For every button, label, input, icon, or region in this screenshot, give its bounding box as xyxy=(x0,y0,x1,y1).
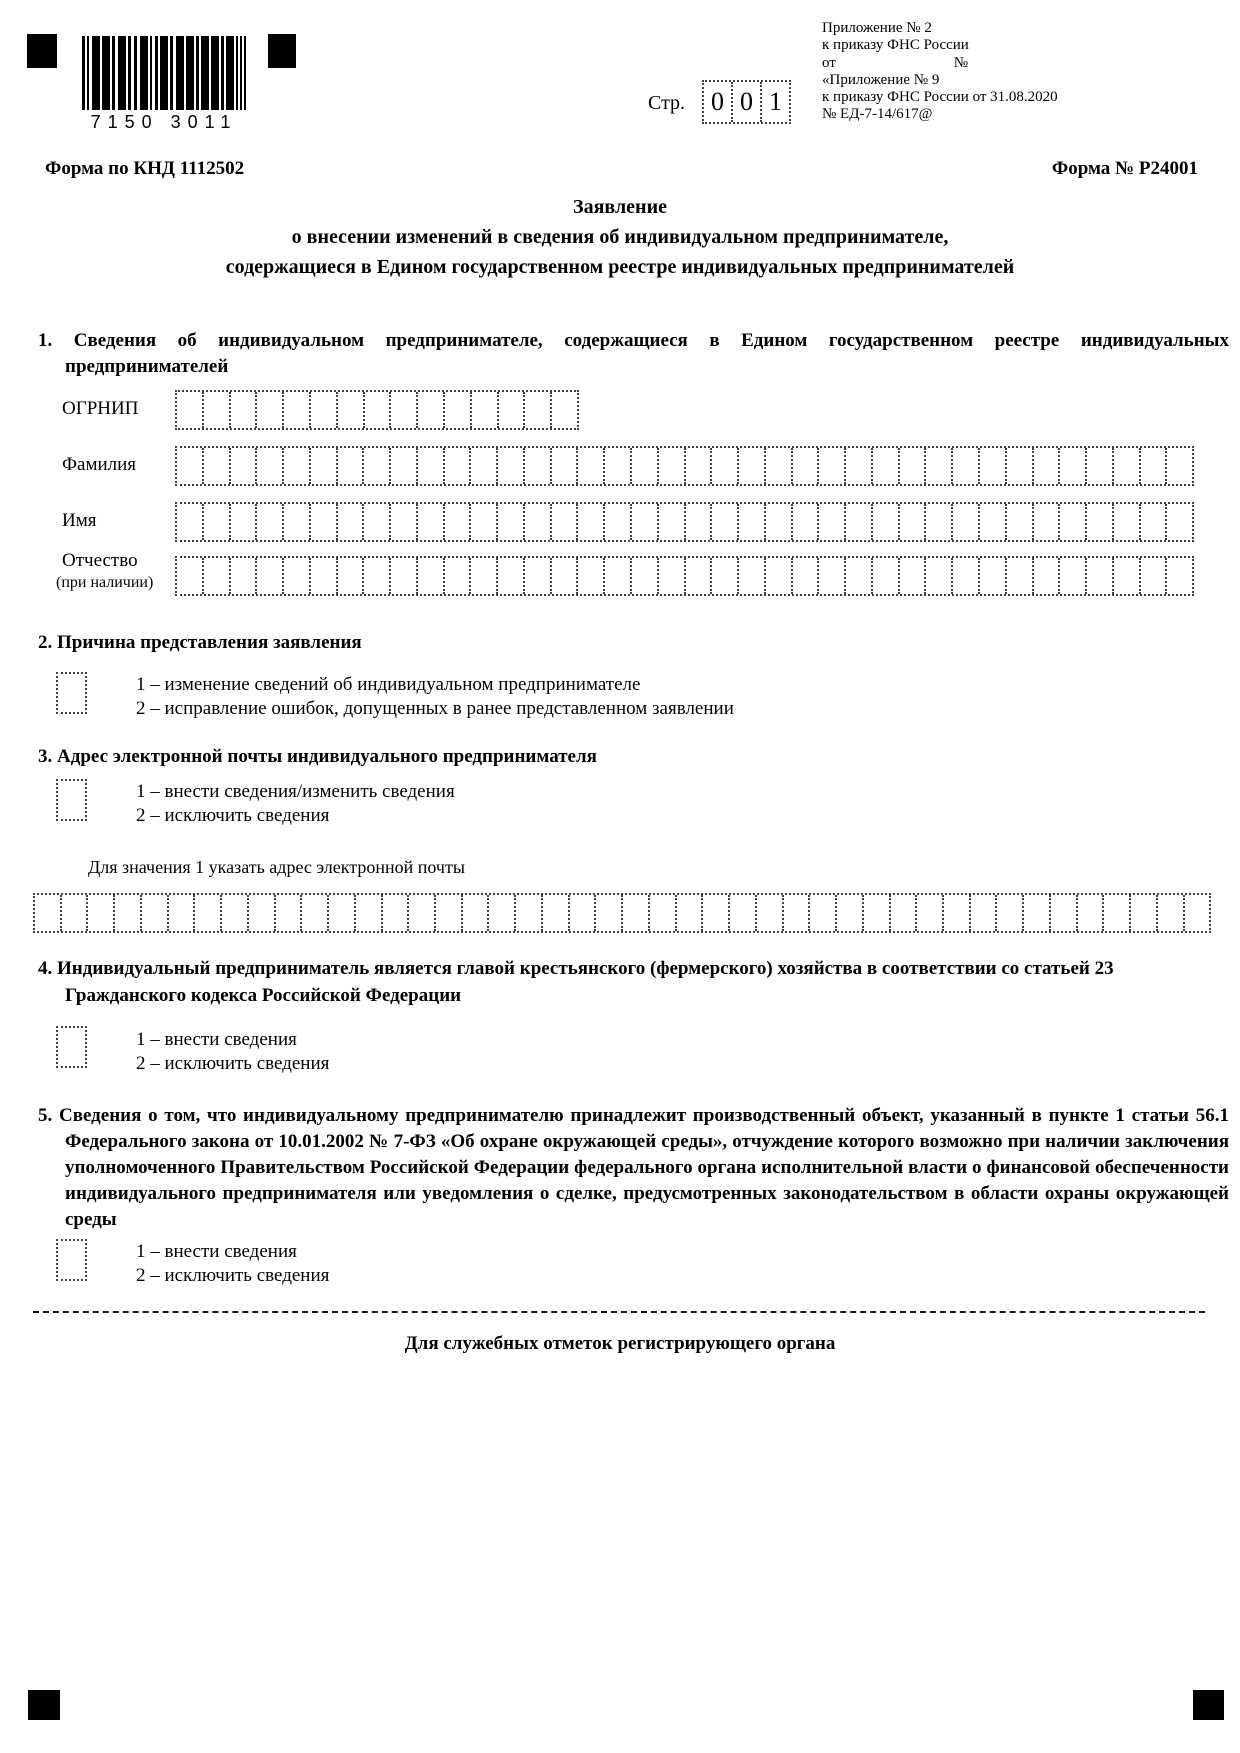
input-cell xyxy=(686,558,713,594)
input-cell xyxy=(284,392,311,428)
input-cell xyxy=(525,392,552,428)
appendix-line: Приложение № 2 xyxy=(822,20,932,36)
input-cell xyxy=(302,895,329,931)
barcode-digits: 7150 3011 xyxy=(90,112,238,132)
input-cell xyxy=(793,504,820,540)
input-cell xyxy=(712,504,739,540)
farm-option-2: 2 – исключить сведения xyxy=(136,1053,330,1074)
input-cell xyxy=(703,895,730,931)
input-cell xyxy=(980,448,1007,484)
input-cell xyxy=(917,895,944,931)
production-object-checkbox[interactable] xyxy=(56,1239,87,1281)
section2-heading: 2. Причина представления заявления xyxy=(38,632,362,653)
input-cell xyxy=(1087,448,1114,484)
lastname-field[interactable] xyxy=(175,446,1194,486)
lastname-label: Фамилия xyxy=(62,454,137,475)
input-cell xyxy=(231,448,258,484)
input-cell xyxy=(418,392,445,428)
barcode-icon xyxy=(82,36,246,110)
reason-checkbox[interactable] xyxy=(56,672,87,714)
firstname-field[interactable] xyxy=(175,502,1194,542)
input-cell xyxy=(846,448,873,484)
input-cell xyxy=(712,558,739,594)
input-cell xyxy=(900,448,927,484)
input-cell xyxy=(1024,895,1051,931)
input-cell xyxy=(623,895,650,931)
section5-options xyxy=(136,1240,329,1288)
input-cell xyxy=(578,448,605,484)
form-number: Форма № Р24001 xyxy=(1051,158,1198,179)
reason-option-2: 2 – исправление ошибок, допущенных в ранее представленном заявлении xyxy=(136,698,734,719)
input-cell xyxy=(1185,895,1210,931)
input-cell xyxy=(1167,558,1192,594)
input-cell xyxy=(391,558,418,594)
section3-heading: 3. Адрес электронной почты индивидуального предпринимателя xyxy=(38,746,597,767)
input-cell xyxy=(1078,895,1105,931)
input-cell xyxy=(552,504,579,540)
input-cell xyxy=(686,504,713,540)
input-cell xyxy=(364,504,391,540)
input-cell xyxy=(329,895,356,931)
input-cell xyxy=(436,895,463,931)
input-cell xyxy=(472,392,499,428)
email-hint: Для значения 1 указать адрес электронной почты xyxy=(88,857,465,877)
input-cell xyxy=(204,392,231,428)
input-cell xyxy=(900,558,927,594)
input-cell xyxy=(249,895,276,931)
patronymic-label: Отчество xyxy=(62,550,138,571)
input-cell xyxy=(953,504,980,540)
input-cell xyxy=(257,558,284,594)
input-cell xyxy=(953,448,980,484)
input-cell xyxy=(793,558,820,594)
form-title-line3: содержащиеся в Едином государственном реестре индивидуальных предпринимателей xyxy=(225,256,1015,278)
input-cell xyxy=(88,895,115,931)
email-option-2: 2 – исключить сведения xyxy=(136,805,330,826)
appendix-line: № ЕД-7-14/617@ xyxy=(822,106,933,123)
email-field[interactable] xyxy=(33,893,1211,933)
registration-mark-bottom-right xyxy=(1193,1690,1224,1720)
input-cell xyxy=(498,558,525,594)
registration-mark-top-left xyxy=(27,34,57,68)
input-cell xyxy=(784,895,811,931)
input-cell xyxy=(257,504,284,540)
page-number-field xyxy=(702,80,791,124)
input-cell xyxy=(391,504,418,540)
input-cell xyxy=(257,448,284,484)
input-cell xyxy=(498,448,525,484)
input-cell xyxy=(980,504,1007,540)
input-cell xyxy=(231,558,258,594)
input-cell xyxy=(471,558,498,594)
input-cell xyxy=(846,504,873,540)
input-cell xyxy=(204,558,231,594)
input-cell xyxy=(276,895,303,931)
input-cell xyxy=(605,448,632,484)
appendix-number-sign: № xyxy=(953,54,968,71)
input-cell xyxy=(605,504,632,540)
input-cell xyxy=(766,448,793,484)
input-cell xyxy=(900,504,927,540)
input-cell xyxy=(677,895,704,931)
input-cell xyxy=(338,558,365,594)
input-cell xyxy=(445,504,472,540)
input-cell xyxy=(543,895,570,931)
input-cell xyxy=(364,558,391,594)
form-title-line1: Заявление xyxy=(573,196,667,218)
farm-head-checkbox[interactable] xyxy=(56,1026,87,1068)
input-cell xyxy=(819,504,846,540)
page-number-cell: 0 xyxy=(704,82,733,122)
input-cell xyxy=(1114,504,1141,540)
input-cell xyxy=(1034,448,1061,484)
input-cell xyxy=(284,558,311,594)
page-number-cell: 0 xyxy=(733,82,762,122)
input-cell xyxy=(1141,504,1168,540)
section5-heading: 5. Сведения о том, что индивидуальному предпринимателю принадлежит производственный объект, указанный в пункте 1 статьи 56.1 Федерального закона от 10.01.2002 № 7-ФЗ «Об охране окружающей среды», отчуждение которого возможно при наличии заключения уполномоченного Правительством Российской Федерации федерального органа исполнительной власти о финансовой обеспеченности индивидуального предпринимателя или уведомления о сделке, предусмотренных законодательством в области охраны окружающей среды xyxy=(38,1105,1229,1230)
input-cell xyxy=(819,448,846,484)
input-cell xyxy=(926,558,953,594)
reason-option-1: 1 – изменение сведений об индивидуальном предпринимателе xyxy=(136,674,641,695)
patronymic-note: (при наличии) xyxy=(56,574,154,591)
input-cell xyxy=(552,558,579,594)
patronymic-field[interactable] xyxy=(175,556,1194,596)
input-cell xyxy=(383,895,410,931)
cut-line xyxy=(33,1311,1205,1313)
input-cell xyxy=(810,895,837,931)
input-cell xyxy=(463,895,490,931)
input-cell xyxy=(311,448,338,484)
input-cell xyxy=(739,448,766,484)
input-cell xyxy=(311,392,338,428)
input-cell xyxy=(864,895,891,931)
input-cell xyxy=(1007,558,1034,594)
input-cell xyxy=(757,895,784,931)
firstname-label: Имя xyxy=(62,510,97,531)
registration-mark-top-right xyxy=(268,34,296,68)
input-cell xyxy=(819,558,846,594)
input-cell xyxy=(659,448,686,484)
input-cell xyxy=(926,504,953,540)
input-cell xyxy=(445,392,472,428)
input-cell xyxy=(338,448,365,484)
input-cell xyxy=(873,504,900,540)
input-cell xyxy=(1060,558,1087,594)
input-cell xyxy=(1007,448,1034,484)
page-label: Стр. xyxy=(648,92,686,114)
input-cell xyxy=(338,504,365,540)
input-cell xyxy=(62,895,89,931)
input-cell xyxy=(177,504,204,540)
input-cell xyxy=(115,895,142,931)
email-option-1: 1 – внести сведения/изменить сведения xyxy=(136,781,455,802)
input-cell xyxy=(953,558,980,594)
input-cell xyxy=(1158,895,1185,931)
input-cell xyxy=(605,558,632,594)
input-cell xyxy=(284,504,311,540)
input-cell xyxy=(1141,448,1168,484)
input-cell xyxy=(739,558,766,594)
appendix-line xyxy=(822,55,968,72)
input-cell xyxy=(1114,558,1141,594)
input-cell xyxy=(418,448,445,484)
input-cell xyxy=(1131,895,1158,931)
input-cell xyxy=(391,448,418,484)
input-cell xyxy=(686,448,713,484)
input-cell xyxy=(489,895,516,931)
input-cell xyxy=(356,895,383,931)
ogrnip-label: ОГРНИП xyxy=(62,398,139,419)
input-cell xyxy=(177,392,204,428)
input-cell xyxy=(1060,448,1087,484)
appendix-line: к приказу ФНС России от 31.08.2020 xyxy=(822,89,1058,106)
input-cell xyxy=(311,558,338,594)
form-knd-code: Форма по КНД 1112502 xyxy=(45,158,245,179)
input-cell xyxy=(364,448,391,484)
input-cell xyxy=(222,895,249,931)
input-cell xyxy=(1051,895,1078,931)
input-cell xyxy=(525,504,552,540)
form-title xyxy=(0,192,1240,282)
input-cell xyxy=(739,504,766,540)
input-cell xyxy=(1007,504,1034,540)
input-cell xyxy=(659,558,686,594)
input-cell xyxy=(418,504,445,540)
page-number-cell: 1 xyxy=(769,87,782,116)
section4-heading: 4. Индивидуальный предприниматель является главой крестьянского (фермерского) хозяйства в соответствии со статьей 23 Гражданского кодекса Российской Федерации xyxy=(38,958,1114,1006)
input-cell xyxy=(169,895,196,931)
input-cell xyxy=(971,895,998,931)
input-cell xyxy=(284,448,311,484)
registration-mark-bottom-left xyxy=(28,1690,60,1720)
input-cell xyxy=(204,504,231,540)
input-cell xyxy=(578,558,605,594)
email-action-checkbox[interactable] xyxy=(56,779,87,821)
input-cell xyxy=(632,504,659,540)
appendix-reference xyxy=(822,20,1082,124)
input-cell xyxy=(596,895,623,931)
input-cell xyxy=(338,392,365,428)
input-cell xyxy=(177,448,204,484)
input-cell xyxy=(650,895,677,931)
input-cell xyxy=(1167,504,1192,540)
input-cell xyxy=(498,504,525,540)
input-cell xyxy=(418,558,445,594)
input-cell xyxy=(231,504,258,540)
appendix-line: к приказу ФНС России xyxy=(822,37,969,54)
input-cell xyxy=(730,895,757,931)
input-cell xyxy=(1087,558,1114,594)
input-cell xyxy=(311,504,338,540)
input-cell xyxy=(570,895,597,931)
input-cell xyxy=(980,558,1007,594)
appendix-from-label: от xyxy=(822,54,836,71)
input-cell xyxy=(1060,504,1087,540)
input-cell xyxy=(1167,448,1192,484)
section4-options xyxy=(136,1028,329,1076)
input-cell xyxy=(1141,558,1168,594)
section3-options xyxy=(136,780,455,828)
input-cell xyxy=(659,504,686,540)
input-cell xyxy=(471,448,498,484)
input-cell xyxy=(926,448,953,484)
input-cell xyxy=(712,448,739,484)
input-cell xyxy=(525,558,552,594)
input-cell xyxy=(846,558,873,594)
production-option-2: 2 – исключить сведения xyxy=(136,1265,330,1286)
input-cell xyxy=(552,448,579,484)
input-cell xyxy=(409,895,436,931)
form-title-line2: о внесении изменений в сведения об индивидуальном предпринимателе, xyxy=(291,226,949,248)
production-option-1: 1 – внести сведения xyxy=(136,1241,297,1262)
service-marks-label: Для служебных отметок регистрирующего органа xyxy=(404,1333,836,1354)
input-cell xyxy=(35,895,62,931)
input-cell xyxy=(1087,504,1114,540)
input-cell xyxy=(793,448,820,484)
input-cell xyxy=(257,392,284,428)
input-cell xyxy=(516,895,543,931)
input-cell xyxy=(632,448,659,484)
farm-option-1: 1 – внести сведения xyxy=(136,1029,297,1050)
input-cell xyxy=(445,448,472,484)
ogrnip-field[interactable] xyxy=(175,390,579,430)
input-cell xyxy=(837,895,864,931)
input-cell xyxy=(873,558,900,594)
input-cell xyxy=(1104,895,1131,931)
input-cell xyxy=(578,504,605,540)
input-cell xyxy=(391,392,418,428)
input-cell xyxy=(365,392,392,428)
input-cell xyxy=(142,895,169,931)
section2-options xyxy=(136,673,734,721)
input-cell xyxy=(177,558,204,594)
input-cell xyxy=(471,504,498,540)
input-cell xyxy=(1114,448,1141,484)
section1-heading: 1. Сведения об индивидуальном предпринимателе, содержащиеся в Едином государственном реестре индивидуальных предпринимателей xyxy=(38,330,1229,377)
input-cell xyxy=(766,504,793,540)
input-cell xyxy=(1034,558,1061,594)
input-cell xyxy=(445,558,472,594)
input-cell xyxy=(766,558,793,594)
input-cell xyxy=(231,392,258,428)
input-cell xyxy=(204,448,231,484)
input-cell xyxy=(525,448,552,484)
input-cell xyxy=(552,392,577,428)
input-cell xyxy=(891,895,918,931)
input-cell xyxy=(873,448,900,484)
input-cell xyxy=(499,392,526,428)
input-cell xyxy=(195,895,222,931)
input-cell xyxy=(997,895,1024,931)
appendix-line: «Приложение № 9 xyxy=(822,71,940,88)
input-cell xyxy=(944,895,971,931)
input-cell xyxy=(1034,504,1061,540)
input-cell xyxy=(632,558,659,594)
